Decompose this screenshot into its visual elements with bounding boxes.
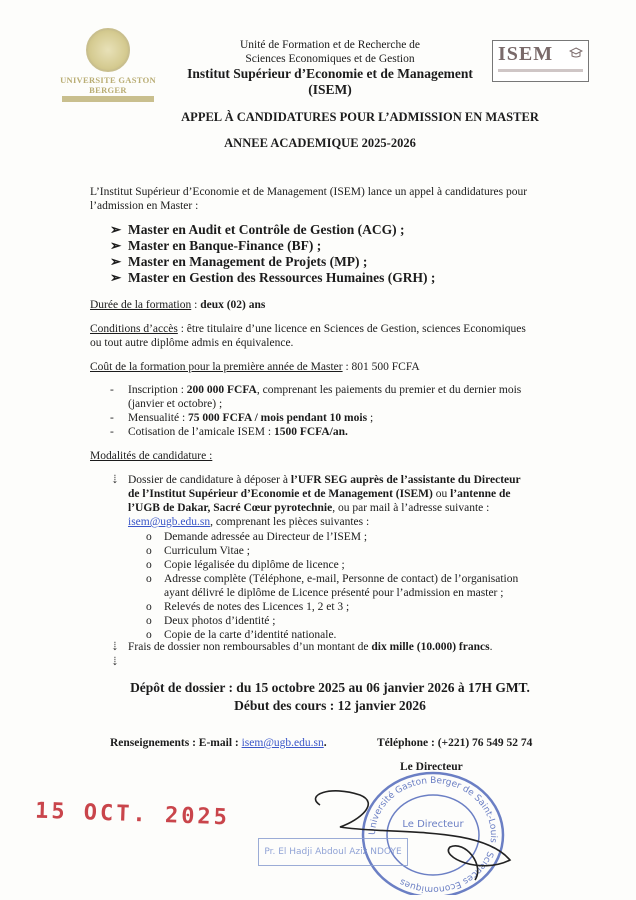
header-acronym: (ISEM) xyxy=(308,82,352,97)
list-item: o Deux photos d’identité ; xyxy=(146,615,276,627)
header-ufr-line2: Sciences Economiques et de Gestion xyxy=(245,53,415,65)
email-link[interactable]: isem@ugb.edu.sn xyxy=(128,516,211,528)
dash-bullet-icon: - xyxy=(110,426,114,438)
arrow-bullet-icon: ➢ xyxy=(110,222,122,237)
header-block xyxy=(140,38,520,98)
dash-bullet-icon: - xyxy=(110,384,114,396)
arrow-bullet-icon: ➢ xyxy=(110,254,122,269)
arrow-down-bullet-icon: ⇣ xyxy=(110,641,120,653)
ugb-logo-text: UNIVERSITE GASTON BERGER xyxy=(60,75,156,95)
list-item: o Demande adressée au Directeur de l’ISEM ; xyxy=(146,531,368,543)
modalites-heading: Modalités de candidature : xyxy=(90,450,213,462)
course-start: Début des cours : 12 janvier 2026 xyxy=(234,698,426,713)
circle-bullet-icon: o xyxy=(146,573,152,585)
official-seal-stamp xyxy=(300,765,530,895)
header-ufr-line1: Unité de Formation et de Recherche de xyxy=(239,39,421,51)
list-item: o Copie légalisée du diplôme de licence ; xyxy=(146,559,345,571)
circle-bullet-icon: o xyxy=(146,531,152,543)
list-item: - Inscription : 200 000 FCFA, comprenant les paiements du premier et du dernier mois (janvier et octobre) ; xyxy=(110,384,522,410)
arrow-down-bullet-icon: ⇣ xyxy=(110,474,120,486)
isem-logo-text: ISEM xyxy=(498,43,554,65)
conditions-paragraph: Conditions d’accès : être titulaire d’une licence en Sciences de Gestion, sciences Economiques ou tout autre diplôme admis en équivalence. xyxy=(90,323,526,349)
list-item: o Copie de la carte d’identité nationale. xyxy=(146,629,337,641)
arrow-down-bullet-icon: ⇣ xyxy=(110,656,120,668)
seal-ring-text: Université Gaston Berger de Saint-Louis · Sciences Economiques xyxy=(367,775,499,895)
list-item: o Relevés de notes des Licences 1, 2 et 3 ; xyxy=(146,601,350,613)
list-item: ➢ Master en Gestion des Ressources Humaines (GRH) ; xyxy=(110,270,436,285)
circle-bullet-icon: o xyxy=(146,559,152,571)
contact-line: Renseignements : E-mail : isem@ugb.edu.sn. xyxy=(110,737,327,749)
master-list xyxy=(110,222,435,286)
circle-bullet-icon: o xyxy=(146,615,152,627)
list-item: - Mensualité : 75 000 FCFA / mois pendant 10 mois ; xyxy=(110,412,374,424)
academic-year: ANNEE ACADEMIQUE 2025-2026 xyxy=(224,136,416,150)
circle-bullet-icon: o xyxy=(146,629,152,641)
intro-line2: l’admission en Master : xyxy=(90,200,199,212)
list-item: o Adresse complète (Téléphone, e-mail, Personne de contact) de l’organisation ayant délivré le diplôme de Licence présenté pour l’admission en master ; xyxy=(146,573,519,599)
seal-center-text: Le Directeur xyxy=(402,819,464,830)
list-item: ➢ Master en Banque-Finance (BF) ; xyxy=(110,238,322,253)
page-title: APPEL À CANDIDATURES POUR L’ADMISSION EN MASTER xyxy=(181,110,539,124)
list-item: o Curriculum Vitae ; xyxy=(146,545,250,557)
duration-line: Durée de la formation : deux (02) ans xyxy=(90,299,266,311)
fees-list xyxy=(110,383,560,439)
cost-line: Coût de la formation pour la première année de Master : 801 500 FCFA xyxy=(90,361,420,373)
arrow-bullet-icon: ➢ xyxy=(110,270,122,285)
list-item: - Cotisation de l’amicale ISEM : 1500 FCFA/an. xyxy=(110,426,348,438)
signature-title: Le Directeur xyxy=(400,761,463,773)
contact-phone: Téléphone : (+221) 76 549 52 74 xyxy=(377,737,533,749)
frais-line: ⇣ Frais de dossier non remboursables d’un montant de dix mille (10.000) francs. xyxy=(110,641,493,653)
deposit-dates: Dépôt de dossier : du 15 octobre 2025 au 06 janvier 2026 à 17H GMT. xyxy=(130,680,530,695)
reception-date-stamp: 15 OCT. 2025 xyxy=(34,798,231,831)
ugb-emblem-icon xyxy=(86,28,130,72)
dash-bullet-icon: - xyxy=(110,412,114,424)
list-item: ➢ Master en Audit et Contrôle de Gestion (ACG) ; xyxy=(110,222,405,237)
header-institute: Institut Supérieur d’Economie et de Management xyxy=(187,66,473,81)
circle-bullet-icon: o xyxy=(146,601,152,613)
contact-email-link[interactable]: isem@ugb.edu.sn xyxy=(241,737,324,749)
director-name-stamp: Pr. El Hadji Abdoul Aziz NDOYE xyxy=(258,838,408,866)
intro-paragraph xyxy=(90,185,560,213)
modalites-dossier: ⇣ Dossier de candidature à déposer à l’UFR SEG auprès de l’assistante du Directeur de l’Institut Supérieur d’Economie et de Management (ISEM) ou l’antenne de l’UGB de Dakar, Sacré Cœur pyrotechnie, ou par mail à l’adresse suivante : isem@ugb.edu.sn, comprenant les pièces suivantes : xyxy=(110,474,521,528)
pieces-list xyxy=(146,530,566,642)
graduation-cap-icon xyxy=(569,47,583,59)
list-item: ➢ Master en Management de Projets (MP) ; xyxy=(110,254,368,269)
intro-line1: L’Institut Supérieur d’Economie et de Management (ISEM) lance un appel à candidatures pour xyxy=(90,186,528,198)
arrow-bullet-icon: ➢ xyxy=(110,238,122,253)
circle-bullet-icon: o xyxy=(146,545,152,557)
